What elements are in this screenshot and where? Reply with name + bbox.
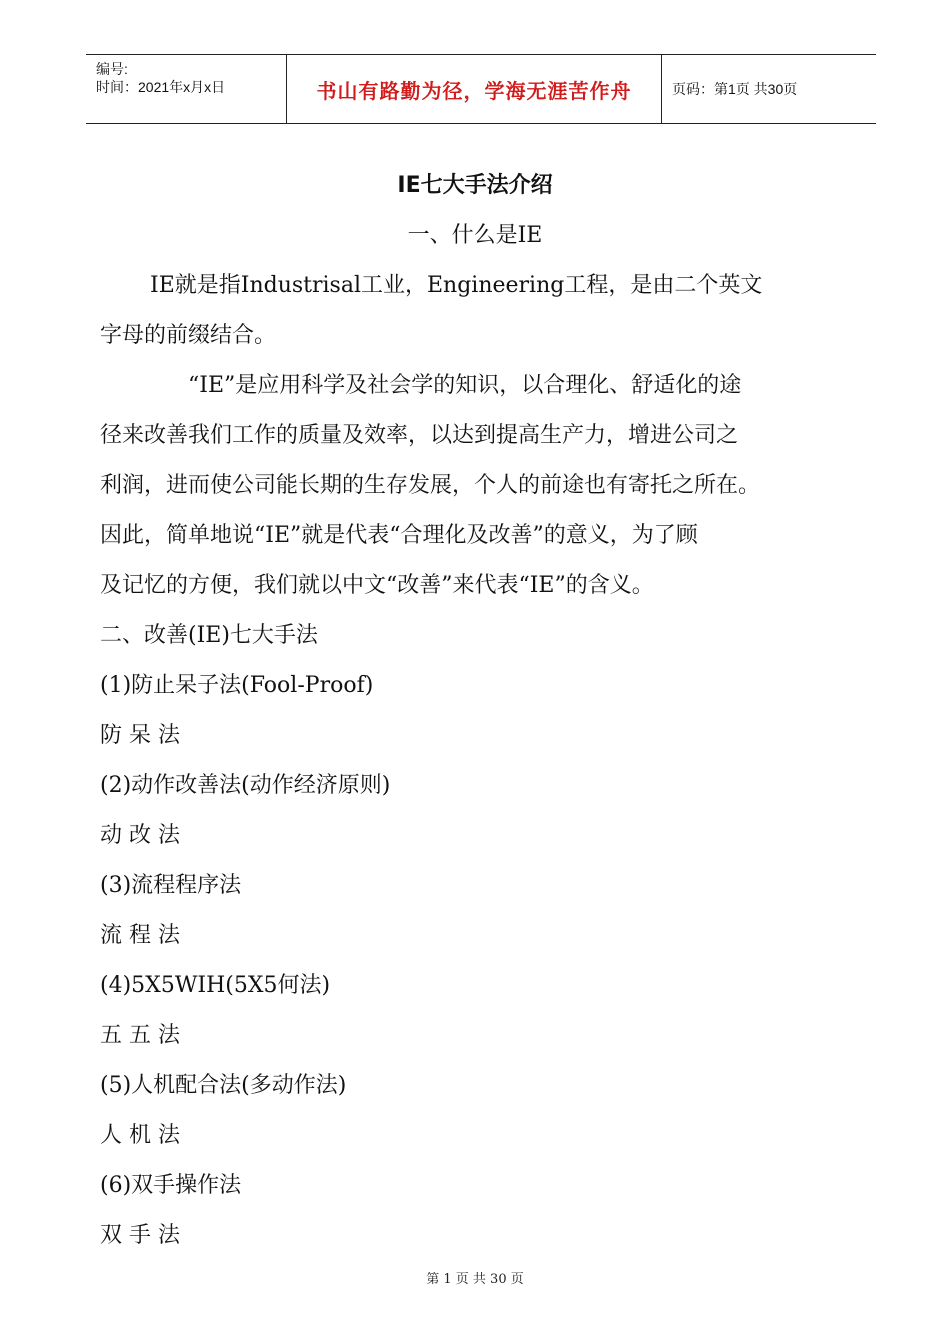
header-time-label: 时间：2021年x月x日 [96,79,226,95]
method-3-short: 流 程 法 [100,923,180,948]
method-5-short: 人 机 法 [100,1123,180,1148]
paragraph1-line1: IE就是指Industrisal工业，Engineering工程，是由二个英文 [150,273,763,298]
paragraph2-line5: 及记忆的方便，我们就以中文“改善”来代表“IE”的含义。 [100,573,654,598]
header-page-label: 页码：第1页 共30页 [672,81,798,97]
method-5-full: (5)人机配合法(多动作法) [100,1073,347,1098]
section2-heading: 二、改善(IE)七大手法 [100,623,318,648]
method-6-short: 双 手 法 [100,1223,180,1248]
section1-heading: 一、什么是IE [407,223,543,248]
page-header [86,54,876,124]
page-footer: 第 1 页 共 30 页 [426,1272,524,1287]
method-2-full: (2)动作改善法(动作经济原则) [100,773,391,798]
method-4-full: (4)5X5WIH(5X5何法) [100,973,331,998]
paragraph2-line3: 利润，进而使公司能长期的生存发展，个人的前途也有寄托之所在。 [100,473,761,498]
paragraph2-line1: “IE”是应用科学及社会学的知识，以合理化、舒适化的途 [188,373,742,398]
method-1-short: 防 呆 法 [100,723,180,748]
paragraph2-line2: 径来改善我们工作的质量及效率，以达到提高生产力，增进公司之 [100,423,739,448]
paragraph1-line2: 字母的前缀结合。 [100,323,277,348]
header-page-cell [662,55,876,123]
method-3-full: (3)流程程序法 [100,873,242,898]
paragraph2-line4: 因此，简单地说“IE”就是代表“合理化及改善”的意义，为了顾 [100,523,698,548]
header-number-label: 编号: [96,61,128,77]
method-6-full: (6)双手操作法 [100,1173,242,1198]
method-2-short: 动 改 法 [100,823,180,848]
header-motto-cell [287,55,662,123]
header-meta [86,55,287,123]
header-motto: 书山有路勤为径，学海无涯苦作舟 [316,78,632,103]
method-1-full: (1)防止呆子法(Fool-Proof) [100,673,374,698]
method-4-short: 五 五 法 [100,1023,180,1048]
document-title: IE七大手法介绍 [397,173,553,198]
